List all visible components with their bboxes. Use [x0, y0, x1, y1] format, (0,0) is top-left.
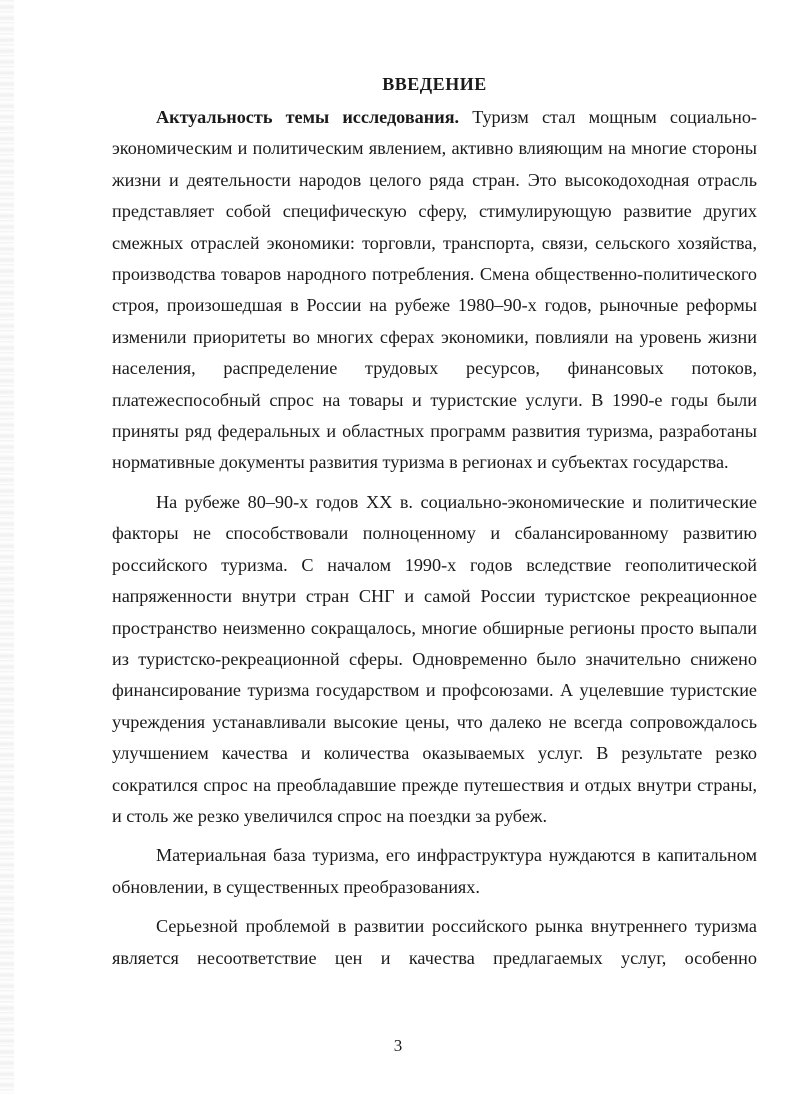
paragraph-relevance	[112, 102, 757, 479]
scan-edge-artifact	[0, 0, 14, 1094]
page-number: 3	[393, 1036, 403, 1055]
paragraph-infrastructure: Материальная база туризма, его инфраструктура нуждаются в капитальном обновлении, в существенных преобразованиях.	[112, 845, 757, 897]
document-body	[112, 72, 757, 974]
section-heading: ВВЕДЕНИЕ	[382, 74, 487, 94]
paragraph-pricing-problem: Серьезной проблемой в развитии российского рынка внутреннего туризма является несоответствие цен и качества предлагаемых услуг, особенно	[112, 916, 757, 968]
paragraph-text: Туризм стал мощным социально-экономическим и политическим явлением, активно влияющим на многие стороны жизни и деятельности народов целого ряда стран. Это высокодоходная отрасль представляет собой специфическую сферу, стимулирующую развитие других смежных отраслей экономики: торговли, транспорта, связи, сельского хозяйства, производства товаров народного потребления. Смена общественно-политического строя, произошедшая в России на рубеже 1980–90-х годов, рыночные реформы изменили приоритеты во многих сферах экономики, повлияли на уровень жизни населения, распределение трудовых ресурсов, финансовых потоков, платежеспособный спрос на товары и туристские услуги. В 1990-е годы были приняты ряд федеральных и областных программ развития туризма, разработаны нормативные документы развития туризма в регионах и субъектах государства.	[112, 107, 757, 473]
paragraph-1980s-1990s: На рубеже 80–90-х годов XX в. социально-экономические и политические факторы не способствовали полноценному и сбалансированному развитию российского туризма. С началом 1990-х годов вследствие геополитической напряженности внутри стран СНГ и самой России туристское рекреационное пространство неизменно сокращалось, многие обширные регионы просто выпали из туристско-рекреационной сферы. Одновременно было значительно снижено финансирование туризма государством и профсоюзами. А уцелевшие туристские учреждения устанавливали высокие цены, что далеко не всегда сопровождалось улучшением качества и количества оказываемых услуг. В результате резко сократился спрос на преобладавшие прежде путешествия и отдых внутри страны, и столь же резко увеличился спрос на поездки за рубеж.	[112, 491, 757, 826]
paragraph-lead: Актуальность темы исследования.	[156, 107, 460, 127]
